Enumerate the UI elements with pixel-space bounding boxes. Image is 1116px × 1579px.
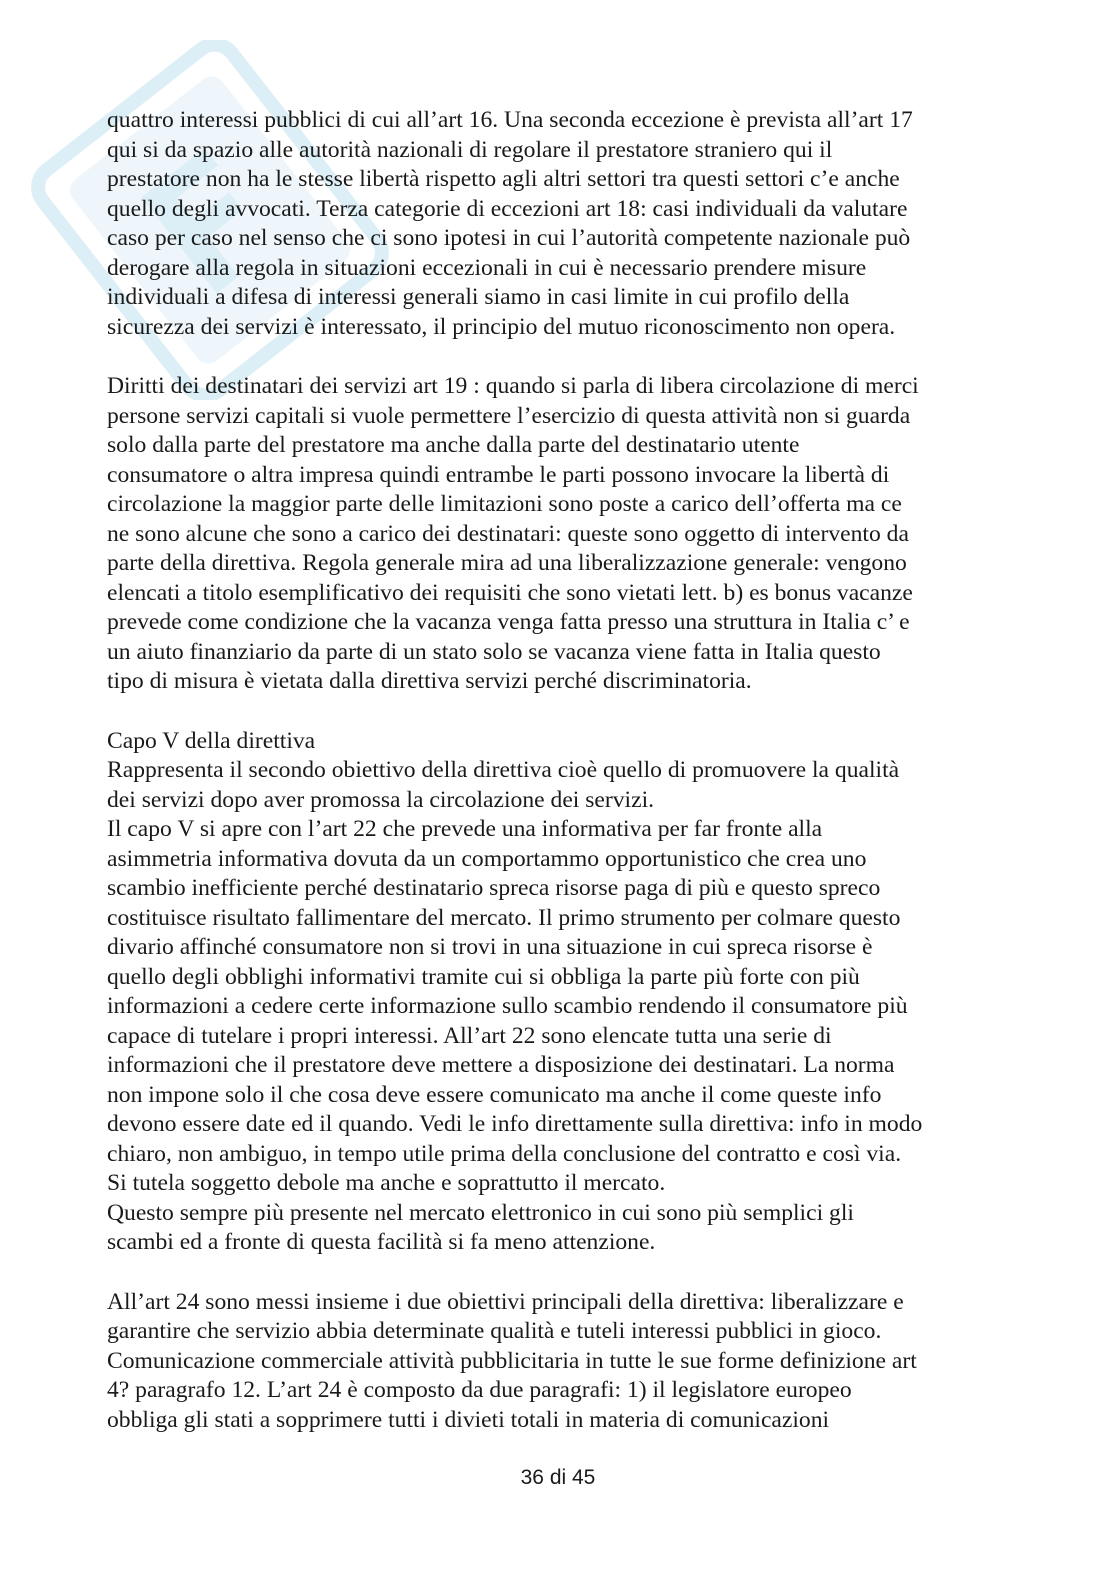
text-line: un aiuto finanziario da parte di un stato solo se vacanza viene fatta in Italia questo [107, 638, 881, 665]
text-line: Questo sempre più presente nel mercato elettronico in cui sono più semplici gli [107, 1199, 854, 1226]
text-line: quello degli obblighi informativi tramite cui si obbliga la parte più forte con più [107, 963, 860, 990]
text-line: 4? paragrafo 12. L’art 24 è composto da due paragrafi: 1) il legislatore europeo [107, 1377, 852, 1403]
text-line: qui si da spazio alle autorità nazionali di regolare il prestatore straniero qui il [107, 136, 833, 163]
text-line: derogare alla regola in situazioni eccezionali in cui è necessario prendere misure [107, 254, 867, 281]
text-line: quello degli avvocati. Terza categorie di eccezioni art 18: casi individuali da valutare [107, 195, 908, 222]
text-line: obbliga gli stati a sopprimere tutti i divieti totali in materia di comunicazioni [107, 1406, 830, 1433]
text-line: solo dalla parte del prestatore ma anche dalla parte del destinatario utente [107, 432, 800, 458]
text-line: capace di tutelare i propri interessi. All’art 22 sono elencate tutta una serie di [107, 1022, 832, 1049]
text-line: circolazione la maggior parte delle limitazioni sono poste a carico dell’offerta ma ce [107, 491, 902, 517]
text-line: consumatore o altra impresa quindi entrambe le parti possono invocare la libertà di [107, 461, 890, 488]
document-body [107, 106, 1007, 1435]
text-line: tipo di misura è vietata dalla direttiva servizi perché discriminatoria. [107, 668, 752, 694]
text-line: individuali a difesa di interessi generali siamo in casi limite in cui profilo della [107, 284, 850, 310]
text-line: informazioni a cedere certe informazione sullo scambio rendendo il consumatore più [107, 993, 908, 1019]
text-line: elencati a titolo esemplificativo dei requisiti che sono vietati lett. b) es bonus vacanze [107, 579, 913, 606]
section-heading: Capo V della direttiva [107, 727, 316, 754]
paragraph-1 [107, 106, 1007, 342]
text-line: caso per caso nel senso che ci sono ipotesi in cui l’autorità competente nazionale può [107, 225, 911, 251]
text-line: prevede come condizione che la vacanza venga fatta presso una struttura in Italia c’ e [107, 609, 910, 635]
text-line: dei servizi dopo aver promossa la circolazione dei servizi. [107, 786, 655, 813]
text-line: divario affinché consumatore non si trovi in una situazione in cui spreca risorse è [107, 934, 873, 960]
paragraph-3 [107, 727, 1007, 1258]
text-line: scambio inefficiente perché destinatario spreca risorse paga di più e questo spreco [107, 875, 881, 901]
text-line: All’art 24 sono messi insieme i due obiettivi principali della direttiva: liberalizzare e [107, 1288, 904, 1315]
text-line: costituisce risultato fallimentare del mercato. Il primo strumento per colmare questo [107, 904, 901, 931]
text-line: ne sono alcune che sono a carico dei destinatari: queste sono oggetto di intervento da [107, 520, 909, 547]
text-line: persone servizi capitali si vuole permettere l’esercizio di questa attività non si guarda [107, 402, 911, 429]
text-line: chiaro, non ambiguo, in tempo utile prima della conclusione del contratto e così via. [107, 1140, 902, 1167]
text-line: quattro interessi pubblici di cui all’art 16. Una seconda eccezione è prevista all’art 17 [107, 107, 913, 133]
paragraph-2 [107, 372, 1007, 697]
text-line: asimmetria informativa dovuta da un comportammo opportunistico che crea uno [107, 845, 867, 872]
text-line: Rappresenta il secondo obiettivo della direttiva cioè quello di promuovere la qualità [107, 757, 900, 783]
text-line: Si tutela soggetto debole ma anche e soprattutto il mercato. [107, 1170, 666, 1196]
page-number: 36 di 45 [520, 1466, 596, 1489]
text-line: Il capo V si apre con l’art 22 che prevede una informativa per far fronte alla [107, 816, 823, 842]
text-line: informazioni che il prestatore deve mettere a disposizione dei destinatari. La norma [107, 1052, 895, 1078]
text-line: Diritti dei destinatari dei servizi art 19 : quando si parla di libera circolazione di merci [107, 373, 919, 399]
text-line: scambi ed a fronte di questa facilità si fa meno attenzione. [107, 1229, 656, 1255]
text-line: garantire che servizio abbia determinate qualità e tuteli interessi pubblici in gioco. [107, 1318, 882, 1344]
text-line: Comunicazione commerciale attività pubblicitaria in tutte le sue forme definizione art [107, 1347, 917, 1374]
paragraph-4 [107, 1288, 1007, 1436]
text-line: sicurezza dei servizi è interessato, il principio del mutuo riconoscimento non opera. [107, 313, 896, 340]
text-line: devono essere date ed il quando. Vedi le info direttamente sulla direttiva: info in modo [107, 1111, 923, 1137]
text-line: parte della direttiva. Regola generale mira ad una liberalizzazione generale: vengono [107, 550, 907, 576]
text-line: prestatore non ha le stesse libertà rispetto agli altri settori tra questi settori c’e anche [107, 166, 900, 192]
text-line: non impone solo il che cosa deve essere comunicato ma anche il come queste info [107, 1081, 882, 1108]
